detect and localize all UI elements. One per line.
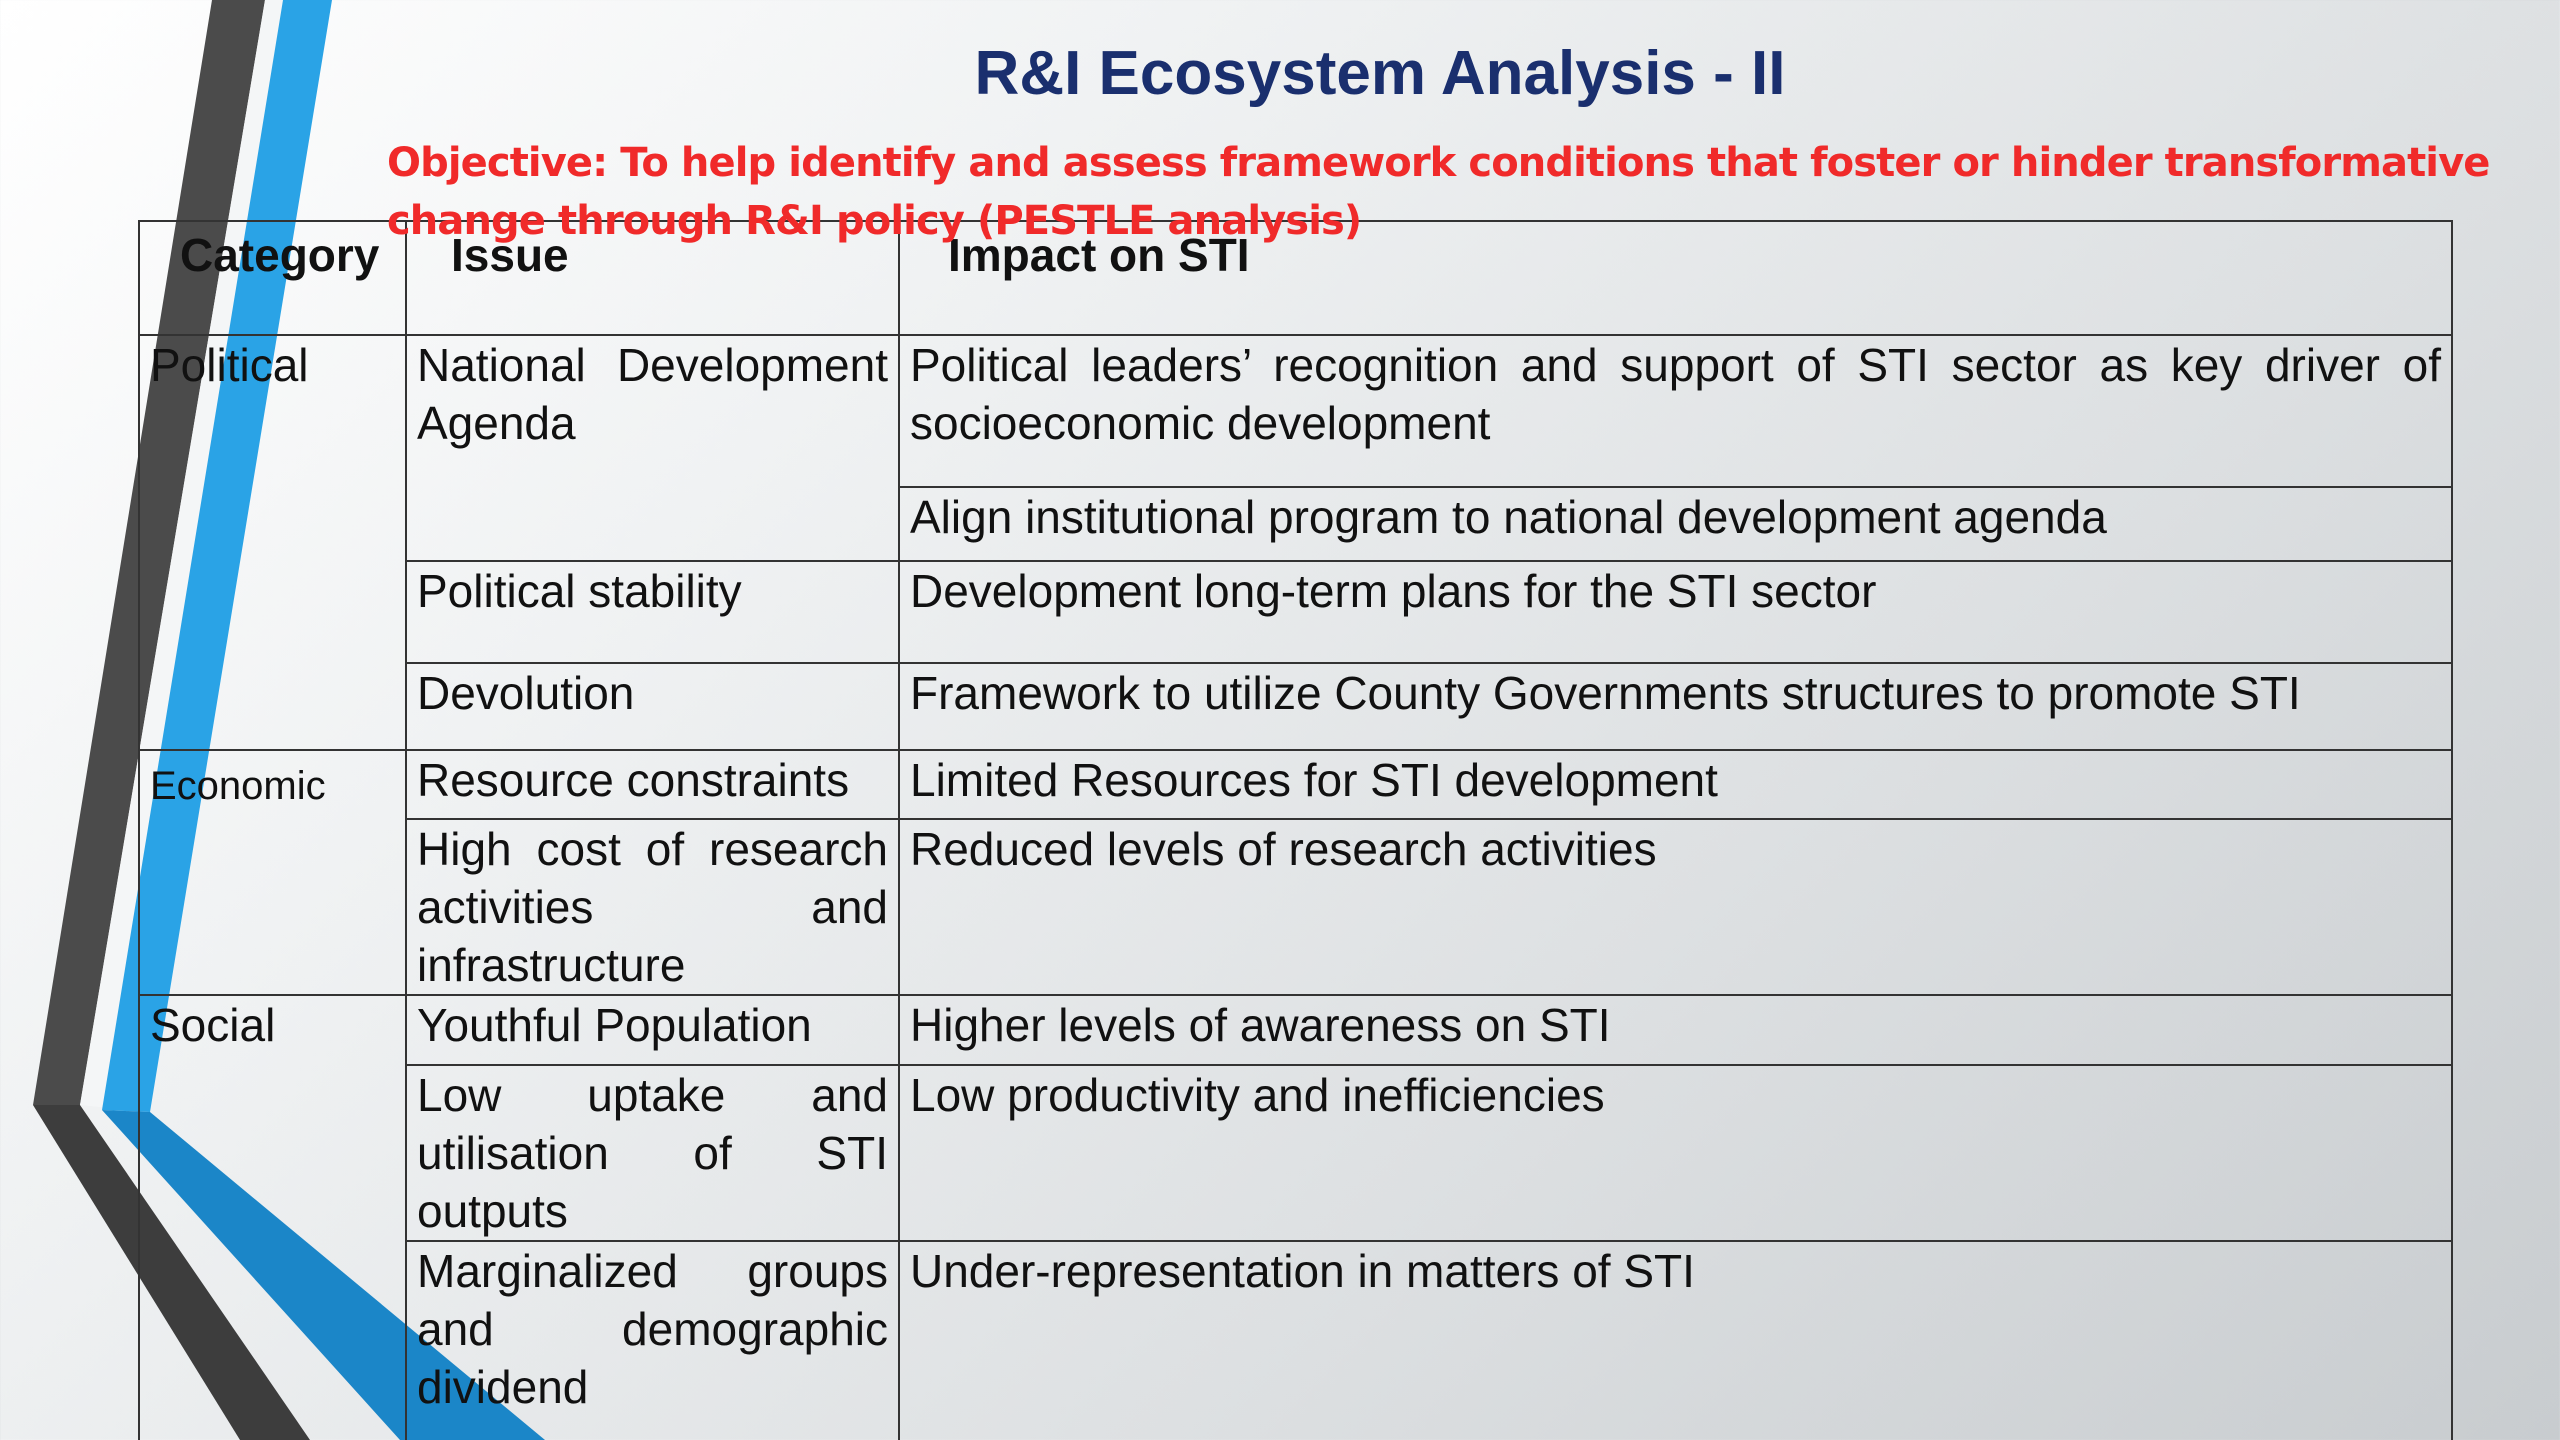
table-row	[139, 1241, 2452, 1440]
impact-cell: Framework to utilize County Governments structures to promote STI	[899, 663, 2452, 750]
impact-cell: Development long-term plans for the STI sector	[899, 561, 2452, 663]
issue-cell: National Development Agenda	[406, 335, 899, 561]
objective-text: Objective: To help identify and assess framework conditions that foster or hinder transformative change through R&I policy (PESTLE analysis)	[387, 140, 2490, 244]
impact-cell: Reduced levels of research activities	[899, 819, 2452, 995]
issue-cell: Devolution	[406, 663, 899, 750]
issue-cell: Youthful Population	[406, 995, 899, 1065]
header-impact: Impact on STI	[899, 221, 2452, 335]
category-political: Political	[139, 335, 406, 750]
category-economic: Economic	[139, 750, 406, 995]
header-category: Category	[139, 221, 406, 335]
table-row	[139, 995, 2452, 1065]
impact-cell: Limited Resources for STI development	[899, 750, 2452, 819]
impact-cell: Under-representation in matters of STI	[899, 1241, 2452, 1440]
issue-cell: High cost of research activities and infrastructure	[406, 819, 899, 995]
pestle-table	[138, 220, 2453, 1440]
impact-cell: Align institutional program to national development agenda	[899, 487, 2452, 561]
impact-cell: Low productivity and inefficiencies	[899, 1065, 2452, 1241]
issue-cell: Political stability	[406, 561, 899, 663]
header-issue: Issue	[406, 221, 899, 335]
table-row	[139, 663, 2452, 750]
table-row	[139, 819, 2452, 995]
issue-cell: Low uptake and utilisation of STI outputs	[406, 1065, 899, 1241]
table-row	[139, 750, 2452, 819]
slide-title: R&I Ecosystem Analysis - II	[974, 39, 1786, 108]
impact-cell: Political leaders’ recognition and support of STI sector as key driver of socioeconomic development	[899, 335, 2452, 487]
table-row	[139, 1065, 2452, 1241]
impact-cell: Higher levels of awareness on STI	[899, 995, 2452, 1065]
category-social: Social	[139, 995, 406, 1440]
table-row	[139, 335, 2452, 487]
table-row	[139, 561, 2452, 663]
issue-cell: Marginalized groups and demographic dividend	[406, 1241, 899, 1440]
issue-cell: Resource constraints	[406, 750, 899, 819]
